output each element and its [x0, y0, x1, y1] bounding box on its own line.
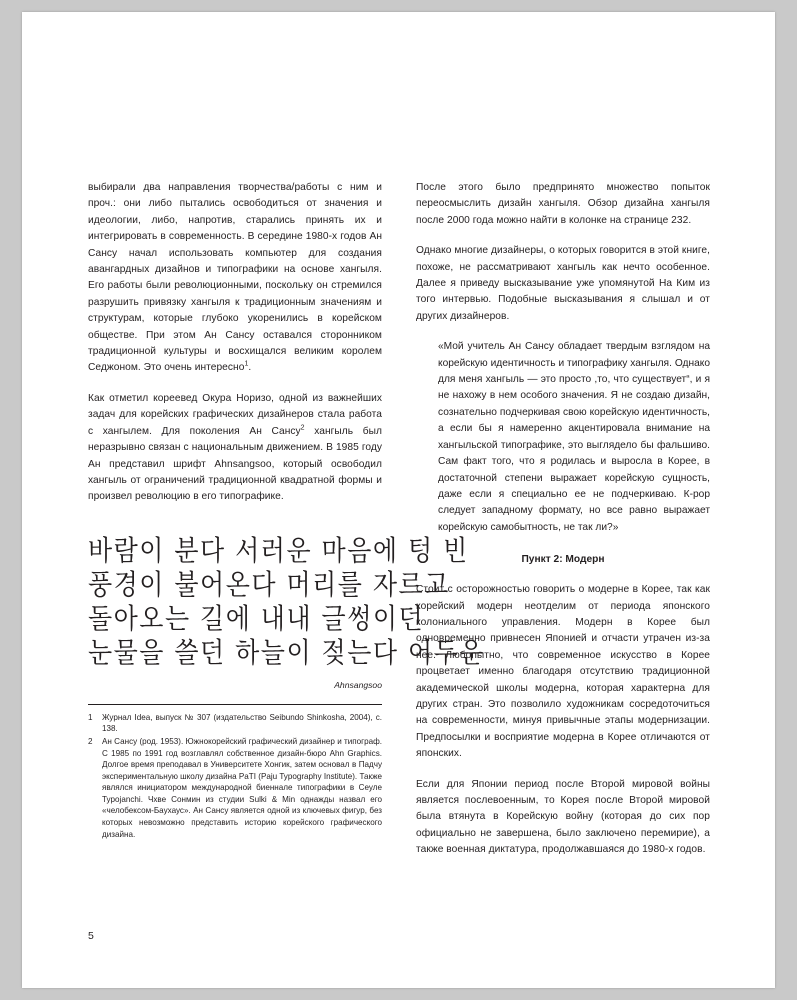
footnote-text: Журнал Idea, выпуск № 307 (издательство Seibundo Shinkosha, 2004), с. 138. [102, 712, 382, 734]
hangul-artwork [88, 532, 485, 690]
paragraph: Если для Японии период после Второй мировой войны является послевоенным, то Корея после Второй мировой была втянута в Корейскую войну (которая до сих пор официально не завершена, было заключено перемирие), а также военная диктатура, продолжавшаяся до 1980-х годов. [416, 778, 710, 856]
footnote-text: Ан Сансу (род. 1953). Южнокорейский графический дизайнер и типограф. С 1985 по 1991 год возглавлял собственное дизайн-бюро Ahn Graphics. Долгое время преподавал в Университете Хонгик, затем основал в Падчу экспериментальную школу дизайна PaTI (Paju Typography Institute). Также являлся инициатором международной биеннале типографики в Сеуле Typojanchi. Чхве Сонмин из студии Sulki & Min однажды назвал его «челобексом-Баухаус». Ан Сансу является одной из ключевых фигур, без которых невозможно представить историю корейского графического дизайна. [102, 736, 382, 839]
section-subheading: Пункт 2: Модерн [521, 554, 605, 566]
paragraph-text: выбирали два направления творчества/работы с ним и проч.: они либо пытались освободиться от значения и идеологии, либо, напротив, старались принять их и интегрировать в современность. В середине 1980-х годов Ан Сансу начал использовать компьютер для создания авангардных дизайнов и типографики на основе хангыля. Его работы были революционными, поскольку он стремился разрушить привязку хангыля к традиционным значениям и структурам, которые глубоко укоренились в корейском обществе. При этом Ан Сансу оставался сторонником традиционной культуры и восхищался великим королем Седжоном. Это очень интересно [88, 182, 382, 374]
hangul-art-line: 풍경이 불어온다 머리를 자르고 [88, 567, 450, 601]
hangul-art-line: 바람이 분다 서러운 마음에 텅 빈 [88, 533, 469, 567]
footnote-number: 2 [88, 736, 93, 746]
blockquote: «Мой учитель Ан Сансу обладает твердым взглядом на корейскую идентичность и типографику хангыля. Однако для меня хангыль — это просто ,то, что существует“, и я не нахожу в нем особого значения. Я не создаю дизайн, сознательно подчеркивая свою корейскую идентичность, а если бы я намеренно акцентировала внимание на хангыльской типографике, это выглядело бы фальшиво. Сам факт того, что я родилась и выросла в Корее, в достаточной степени выражает корейскую сущность, даже если я специально ее не подчеркиваю. К-рор следует западному формату, но все равно выражает корейскую самобытность, не так ли?» [438, 341, 710, 533]
left-column [88, 180, 485, 841]
footnote-item [88, 712, 382, 735]
paragraph: После этого было предпринято множество попыток переосмыслить дизайн хангыля. Обзор дизайна хангыля после 2000 года можно найти в колонке на странице 232. [416, 182, 710, 226]
footnote-marker-2: 2 [300, 424, 305, 432]
right-column [416, 180, 710, 859]
hangul-art-line: 눈물을 쓸던 하늘이 젖는다 어두운 [88, 635, 485, 669]
paragraph: выбирали два направления творчества/работы с ним и проч.: они либо пытались освободиться от значения и идеологии, либо, напротив, старались принять их и интегрировать в современность. В середине 1980-х годов Ан Сансу начал использовать компьютер для создания авангардных дизайнов и типографики на основе хангыля. Его работы были революционными, поскольку он стремился разрушить привязку хангыля к традиционным значениям и структурам, которые глубоко укоренились в корейском обществе. При этом Ан Сансу оставался сторонником традиционной культуры и восхищался великим королем Седжоном. Это очень интересно$^1$. [88, 182, 382, 374]
page-number: 5 [88, 930, 94, 942]
artwork-credit: Ahnsangsoo [334, 679, 382, 690]
paragraph [88, 391, 382, 506]
paragraph: Однако многие дизайнеры, о которых говорится в этой книге, похоже, не рассматривают хангыль как нечто особенное. Далее я приведу высказывание уже упомянутой На Ким из того интервью. Подобные высказывания я слышал и от других дизайнеров. [416, 245, 710, 322]
two-column-layout [88, 180, 710, 859]
paragraph: Стоит с осторожностью говорить о модерне в Корее, так как корейский модерн неотделим от периода японского колониального управления. Модерн в Корее был одновременно привнесен Японией и отчасти утрачен из-за нее. Любопытно, что современное искусство в Корее процветает именно благодаря отсутствию традиционной академической школы модерна, которая характерна для других стран. Это позволило художникам сосредоточиться на современности, минуя привычные этапы модернизации. Предпосылки и восприятие модерна в Корее отличаются от японских. [416, 584, 710, 760]
hangul-art-line: 돌아오는 길에 내내 글썽이던 [88, 601, 425, 635]
footnotes-block [88, 704, 382, 841]
page-sheet [22, 12, 775, 988]
page-content [88, 180, 710, 859]
paragraph-text-cont: хангыль был неразрывно связан с национальным движением. В 1985 году Ан представил шрифт Ahnsangsoo, который освободил хангыль от ограничений традиционной квадратной формы и произвел революцию в его типографике. [88, 425, 382, 503]
paragraph-text: Как отметил кореевед Окура Норизо, одной из важнейших задач для корейских графических дизайнеров стала работа с хангылем. Для поколения Ан Сансу [88, 392, 382, 437]
footnote-item [88, 736, 382, 840]
footnote-number: 1 [88, 712, 93, 722]
footnote-marker-1: 1 [244, 361, 249, 369]
